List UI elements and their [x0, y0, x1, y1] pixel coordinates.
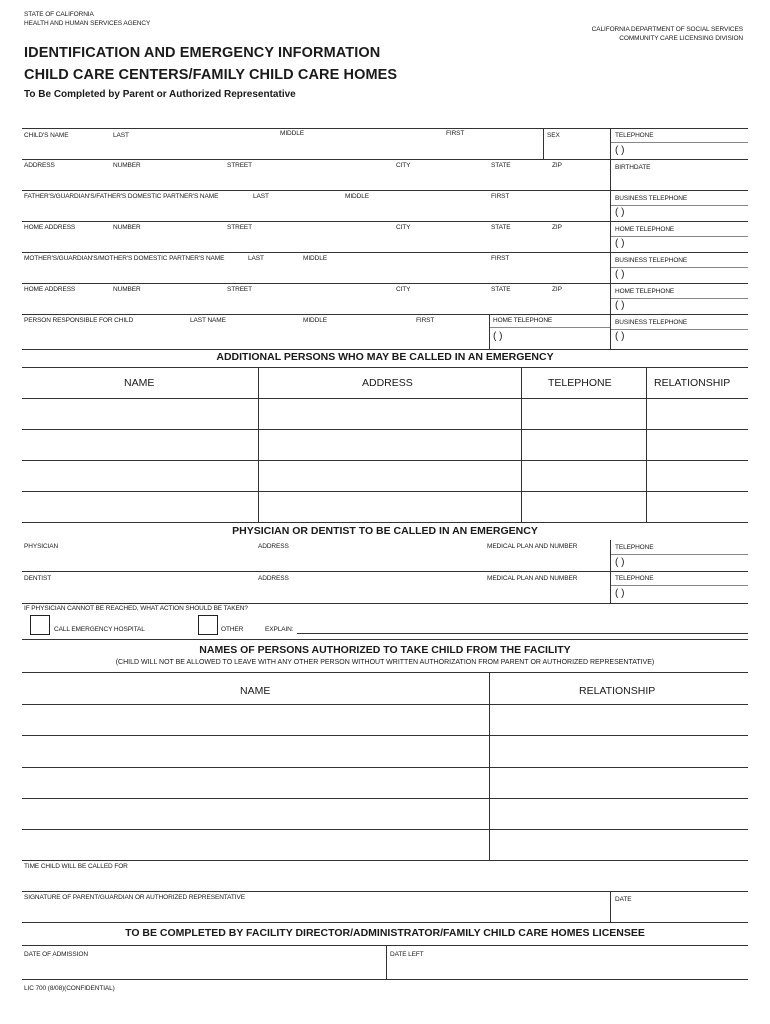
- date-left-label: DATE LEFT: [390, 951, 424, 958]
- agency-label: HEALTH AND HUMAN SERVICES AGENCY: [24, 20, 151, 27]
- explain-label: EXPLAIN:: [265, 626, 294, 633]
- father-first-label: FIRST: [491, 193, 510, 200]
- responsible-business-phone-field[interactable]: ( ): [615, 331, 625, 342]
- form-title-line1: IDENTIFICATION AND EMERGENCY INFORMATION: [24, 45, 381, 61]
- father-home-address-label: HOME ADDRESS: [24, 224, 76, 231]
- form-subtitle: To Be Completed by Parent or Authorized Representative: [24, 89, 296, 100]
- father-city-label: CITY: [396, 224, 411, 231]
- mother-last-label: LAST: [248, 255, 264, 262]
- emergency-col-name: NAME: [124, 377, 155, 389]
- responsible-business-tel-label: BUSINESS TELEPHONE: [615, 319, 688, 326]
- emergency-heading: ADDITIONAL PERSONS WHO MAY BE CALLED IN AN EMERGENCY: [216, 351, 554, 363]
- mother-street-label: STREET: [227, 286, 253, 293]
- father-state-label: STATE: [491, 224, 511, 231]
- mother-home-tel-label: HOME TELEPHONE: [615, 288, 675, 295]
- divider: [610, 128, 611, 350]
- physician-phone-field[interactable]: ( ): [615, 557, 625, 568]
- time-called-label: TIME CHILD WILL BE CALLED FOR: [24, 863, 128, 870]
- responsible-home-tel-label: HOME TELEPHONE: [493, 317, 553, 324]
- dentist-telephone-label: TELEPHONE: [615, 575, 654, 582]
- responsible-middle-label: MIDDLE: [303, 317, 327, 324]
- mother-home-phone-field[interactable]: ( ): [615, 300, 625, 311]
- child-street-label: STREET: [227, 162, 253, 169]
- mother-name-label: MOTHER'S/GUARDIAN'S/MOTHER'S DOMESTIC PARTNER'S NAME: [24, 255, 225, 262]
- mother-business-tel-label: BUSINESS TELEPHONE: [615, 257, 688, 264]
- mother-business-phone-field[interactable]: ( ): [615, 269, 625, 280]
- emergency-col-address: ADDRESS: [362, 377, 413, 389]
- authorized-row[interactable]: [22, 829, 748, 830]
- physician-heading: PHYSICIAN OR DENTIST TO BE CALLED IN AN EMERGENCY: [232, 525, 538, 537]
- child-last-label: LAST: [113, 132, 129, 139]
- form-id: LIC 700 (8/08)(CONFIDENTIAL): [24, 985, 115, 992]
- mother-zip-label: ZIP: [552, 286, 562, 293]
- dentist-label: DENTIST: [24, 575, 52, 582]
- father-business-phone-field[interactable]: ( ): [615, 207, 625, 218]
- child-birthdate-label: BIRTHDATE: [615, 164, 651, 171]
- state-label: STATE OF CALIFORNIA: [24, 11, 94, 18]
- division-label: COMMUNITY CARE LICENSING DIVISION: [619, 35, 743, 42]
- responsible-home-phone-field[interactable]: ( ): [493, 331, 503, 342]
- responsible-label: PERSON RESPONSIBLE FOR CHILD: [24, 317, 134, 324]
- admission-date-label: DATE OF ADMISSION: [24, 951, 88, 958]
- emergency-row[interactable]: [22, 429, 748, 430]
- responsible-last-label: LAST NAME: [190, 317, 226, 324]
- father-name-label: FATHER'S/GUARDIAN'S/FATHER'S DOMESTIC PARTNER'S NAME: [24, 193, 219, 200]
- child-name-label: CHILD'S NAME: [24, 132, 69, 139]
- dentist-phone-field[interactable]: ( ): [615, 588, 625, 599]
- child-sex-label: SEX: [547, 132, 560, 139]
- hospital-checkbox[interactable]: [30, 615, 50, 635]
- physician-action-question: IF PHYSICIAN CANNOT BE REACHED, WHAT ACTION SHOULD BE TAKEN?: [24, 605, 248, 612]
- father-zip-label: ZIP: [552, 224, 562, 231]
- other-checkbox[interactable]: [198, 615, 218, 635]
- child-phone-field[interactable]: ( ): [615, 145, 625, 156]
- department-label: CALIFORNIA DEPARTMENT OF SOCIAL SERVICES: [591, 26, 743, 33]
- physician-telephone-label: TELEPHONE: [615, 544, 654, 551]
- divider: [543, 128, 544, 160]
- child-first-label: FIRST: [446, 130, 465, 137]
- physician-address-label: ADDRESS: [258, 543, 289, 550]
- child-zip-label: ZIP: [552, 162, 562, 169]
- authorized-col-name: NAME: [240, 685, 271, 697]
- child-address-label: ADDRESS: [24, 162, 55, 169]
- mother-city-label: CITY: [396, 286, 411, 293]
- mother-first-label: FIRST: [491, 255, 510, 262]
- mother-home-address-label: HOME ADDRESS: [24, 286, 76, 293]
- authorized-col-relationship: RELATIONSHIP: [579, 685, 656, 697]
- physician-label: PHYSICIAN: [24, 543, 59, 550]
- facility-heading: TO BE COMPLETED BY FACILITY DIRECTOR/ADMINISTRATOR/FAMILY CHILD CARE HOMES LICENSEE: [125, 927, 645, 939]
- authorized-row[interactable]: [22, 704, 748, 705]
- authorized-heading: NAMES OF PERSONS AUTHORIZED TO TAKE CHILD FROM THE FACILITY: [199, 644, 571, 656]
- dentist-address-label: ADDRESS: [258, 575, 289, 582]
- physician-plan-label: MEDICAL PLAN AND NUMBER: [487, 543, 578, 550]
- authorized-row[interactable]: [22, 767, 748, 768]
- emergency-row[interactable]: [22, 460, 748, 461]
- child-number-label: NUMBER: [113, 162, 141, 169]
- other-option-label: OTHER: [221, 626, 244, 633]
- father-home-phone-field[interactable]: ( ): [615, 238, 625, 249]
- child-middle-label: MIDDLE: [280, 130, 304, 137]
- signature-date-label: DATE: [615, 896, 632, 903]
- authorized-note: (CHILD WILL NOT BE ALLOWED TO LEAVE WITH ANY OTHER PERSON WITHOUT WRITTEN AUTHORIZATION FROM PARENT OR AUTHORIZED REPRESENTATIVE): [115, 659, 655, 666]
- emergency-col-relationship: RELATIONSHIP: [654, 377, 731, 389]
- father-business-tel-label: BUSINESS TELEPHONE: [615, 195, 688, 202]
- father-last-label: LAST: [253, 193, 269, 200]
- father-number-label: NUMBER: [113, 224, 141, 231]
- responsible-first-label: FIRST: [416, 317, 435, 324]
- mother-state-label: STATE: [491, 286, 511, 293]
- child-state-label: STATE: [491, 162, 511, 169]
- mother-number-label: NUMBER: [113, 286, 141, 293]
- authorized-row[interactable]: [22, 735, 748, 736]
- child-city-label: CITY: [396, 162, 411, 169]
- emergency-row[interactable]: [22, 398, 748, 399]
- section-top-rule: [22, 128, 748, 129]
- hospital-option-label: CALL EMERGENCY HOSPITAL: [54, 626, 145, 633]
- emergency-row[interactable]: [22, 491, 748, 492]
- form-title-line2: CHILD CARE CENTERS/FAMILY CHILD CARE HOMES: [24, 67, 398, 83]
- emergency-col-telephone: TELEPHONE: [548, 377, 612, 389]
- child-telephone-label: TELEPHONE: [615, 132, 654, 139]
- authorized-row[interactable]: [22, 798, 748, 799]
- father-street-label: STREET: [227, 224, 253, 231]
- mother-middle-label: MIDDLE: [303, 255, 327, 262]
- signature-label: SIGNATURE OF PARENT/GUARDIAN OR AUTHORIZED REPRESENTATIVE: [24, 894, 245, 901]
- father-middle-label: MIDDLE: [345, 193, 369, 200]
- explain-field[interactable]: [297, 633, 748, 634]
- father-home-tel-label: HOME TELEPHONE: [615, 226, 675, 233]
- dentist-plan-label: MEDICAL PLAN AND NUMBER: [487, 575, 578, 582]
